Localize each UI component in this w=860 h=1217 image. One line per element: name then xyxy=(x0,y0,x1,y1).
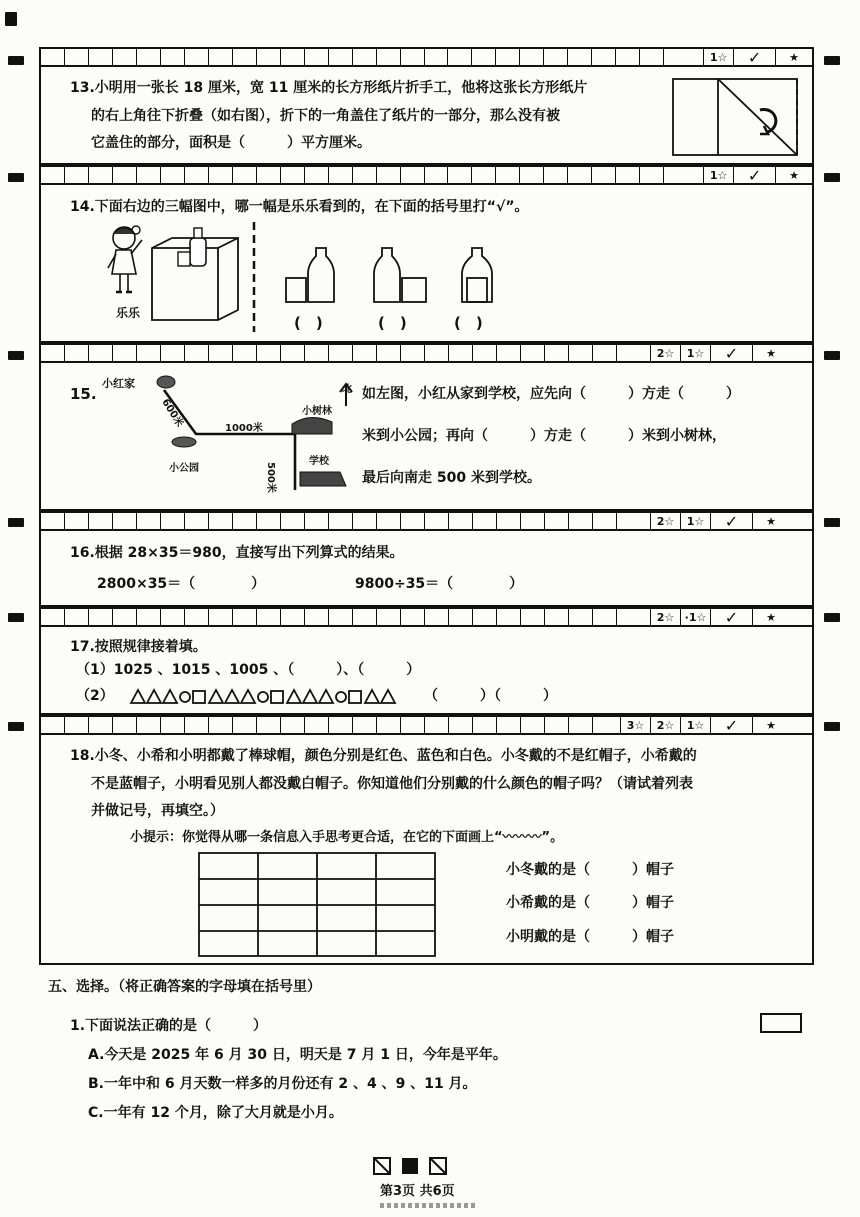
score-1-star[interactable]: 1☆ xyxy=(681,513,711,529)
q13-text-line3: 它盖住的部分，面积是（ ）平方厘米。 xyxy=(91,135,371,151)
q17-sequence-1[interactable]: （1）1025 、1015 、1005 、（ ）、（ ） xyxy=(76,662,421,678)
score-row-q14 xyxy=(39,165,814,185)
distance-1000m-label: 1000米 xyxy=(225,423,263,434)
q18-answer-xiaoming[interactable]: 小明戴的是（ ）帽子 xyxy=(506,929,674,945)
q18-hint: 小提示：你觉得从哪一条信息入手思考更合适，在它的下面画上“〰〰〰”。 xyxy=(130,830,564,845)
option-b-answer[interactable]: ( ) xyxy=(378,314,407,332)
view-option-b xyxy=(372,246,430,306)
score-3-star[interactable]: 3☆ xyxy=(621,717,651,733)
score-check[interactable]: ✓ xyxy=(734,167,776,183)
score-1-star[interactable]: 1☆ xyxy=(704,167,734,183)
q15-number: 15. xyxy=(70,385,97,403)
view-option-c xyxy=(458,246,498,306)
score-row-q15 xyxy=(39,343,814,363)
distance-600m-label: 600米 xyxy=(159,397,185,430)
q14-title: 14.下面右边的三幅图中，哪一幅是乐乐看到的，在下面的括号里打“√”。 xyxy=(70,199,529,215)
score-check[interactable]: ✓ xyxy=(734,49,776,65)
q13-text-line2: 的右上角往下折叠（如右图），折下的一角盖住了纸片的一部分，那么没有被 xyxy=(91,108,560,124)
distance-500m-label: 500米 xyxy=(265,462,276,493)
choice-option-a: A.今天是 2025 年 6 月 30 日，明天是 7 月 1 日，今年是平年。 xyxy=(88,1047,507,1063)
folded-paper-figure xyxy=(672,78,802,158)
north-label: 北 xyxy=(342,384,352,395)
route-map xyxy=(150,372,365,502)
q18-answer-xiaoxi[interactable]: 小希戴的是（ ）帽子 xyxy=(506,895,674,911)
q15-text-line2: 米到小公园；再向（ ）方走（ ）米到小树林， xyxy=(362,428,726,444)
home-label: 小红家 xyxy=(102,377,135,390)
score-2-star[interactable]: 2☆ xyxy=(651,345,681,361)
option-a-answer[interactable]: ( ) xyxy=(294,314,323,332)
choice-option-c: C.一年有 12 个月，除了大月就是小月。 xyxy=(88,1105,343,1121)
score-check[interactable]: ✓ xyxy=(711,609,753,625)
registration-mark xyxy=(824,518,840,527)
q17-sequence-2-blanks[interactable]: （ ）（ ） xyxy=(424,688,557,704)
q18-text-line3: 并做记号，再填空。） xyxy=(91,803,224,819)
option-c-answer[interactable]: ( ) xyxy=(454,314,483,332)
registration-mark xyxy=(8,173,24,182)
girl-lele-illustration xyxy=(100,224,155,304)
section-5-title: 五、选择。（将正确答案的字母填在括号里） xyxy=(48,979,321,995)
score-1-star[interactable]: 1☆ xyxy=(681,345,711,361)
girl-name-label: 乐乐 xyxy=(116,306,141,320)
grove-label: 小树林 xyxy=(302,406,332,417)
score-solid-star[interactable]: ★ xyxy=(766,610,776,624)
registration-mark xyxy=(8,56,24,65)
score-solid-star[interactable]: ★ xyxy=(766,346,776,360)
school-label: 学校 xyxy=(309,456,329,467)
scan-barcode-strip xyxy=(380,1203,476,1208)
score-row-q17 xyxy=(39,607,814,627)
q15-text-line3: 最后向南走 500 米到学校。 xyxy=(362,470,541,486)
q17-title: 17.按照规律接着填。 xyxy=(70,639,207,655)
score-check[interactable]: ✓ xyxy=(711,345,753,361)
choice-option-b: B.一年中和 6 月天数一样多的月份还有 2 、4 、9 、11 月。 xyxy=(88,1076,477,1092)
registration-mark xyxy=(8,722,24,731)
registration-mark xyxy=(824,56,840,65)
score-2-star[interactable]: 2☆ xyxy=(651,717,681,733)
page-code-marks xyxy=(372,1156,468,1176)
score-2-star[interactable]: 2☆ xyxy=(651,609,681,625)
page-number: 第3页 共6页 xyxy=(380,1184,455,1199)
choice-q1-stem: 1.下面说法正确的是（ ） xyxy=(70,1018,268,1034)
registration-mark xyxy=(824,613,840,622)
q16-expression-1[interactable]: 2800×35＝（ ） xyxy=(97,576,266,592)
score-check[interactable]: ✓ xyxy=(711,513,753,529)
score-1-star[interactable]: 1☆ xyxy=(681,717,711,733)
dashed-divider xyxy=(252,222,256,332)
score-solid-star[interactable]: ★ xyxy=(789,50,799,64)
score-row-q13 xyxy=(39,47,814,67)
registration-mark xyxy=(8,613,24,622)
q15-text-line1: 如左图，小红从家到学校，应先向（ ）方走（ ） xyxy=(362,386,740,402)
score-1-star[interactable]: ·1☆ xyxy=(681,609,711,625)
q16-expression-2[interactable]: 9800÷35＝（ ） xyxy=(355,576,524,592)
score-row-q18 xyxy=(39,715,814,735)
score-solid-star[interactable]: ★ xyxy=(766,718,776,732)
park-label: 小公园 xyxy=(169,463,199,474)
answer-grid-table[interactable] xyxy=(198,852,438,958)
choice-q1-answer-box[interactable] xyxy=(760,1013,802,1033)
registration-mark xyxy=(8,518,24,527)
q18-text-line1: 18.小冬、小希和小明都戴了棒球帽，颜色分别是红色、蓝色和白色。小冬戴的不是红帽子，小希戴的 xyxy=(70,748,697,764)
score-solid-star[interactable]: ★ xyxy=(789,168,799,182)
registration-mark xyxy=(8,351,24,360)
score-1-star[interactable]: 1☆ xyxy=(704,49,734,65)
box-and-bottle-illustration xyxy=(150,226,240,326)
q16-title: 16.根据 28×35＝980，直接写出下列算式的结果。 xyxy=(70,545,404,561)
q13-text-line1: 13.小明用一张长 18 厘米，宽 11 厘米的长方形纸片折手工，他将这张长方形纸片 xyxy=(70,80,588,96)
registration-mark xyxy=(824,722,840,731)
score-row-q16 xyxy=(39,511,814,531)
view-option-a xyxy=(284,246,336,306)
shape-pattern-sequence xyxy=(130,688,415,704)
q18-text-line2: 不是蓝帽子，小明看见别人都没戴白帽子。你知道他们分别戴的什么颜色的帽子吗？（请试着列表 xyxy=(91,776,693,792)
score-2-star[interactable]: 2☆ xyxy=(651,513,681,529)
q17-sequence-2-label: （2） xyxy=(76,688,114,704)
registration-mark xyxy=(824,173,840,182)
score-check[interactable]: ✓ xyxy=(711,717,753,733)
registration-mark xyxy=(5,12,17,26)
registration-mark xyxy=(824,351,840,360)
score-solid-star[interactable]: ★ xyxy=(766,514,776,528)
q18-answer-xiaodong[interactable]: 小冬戴的是（ ）帽子 xyxy=(506,862,674,878)
